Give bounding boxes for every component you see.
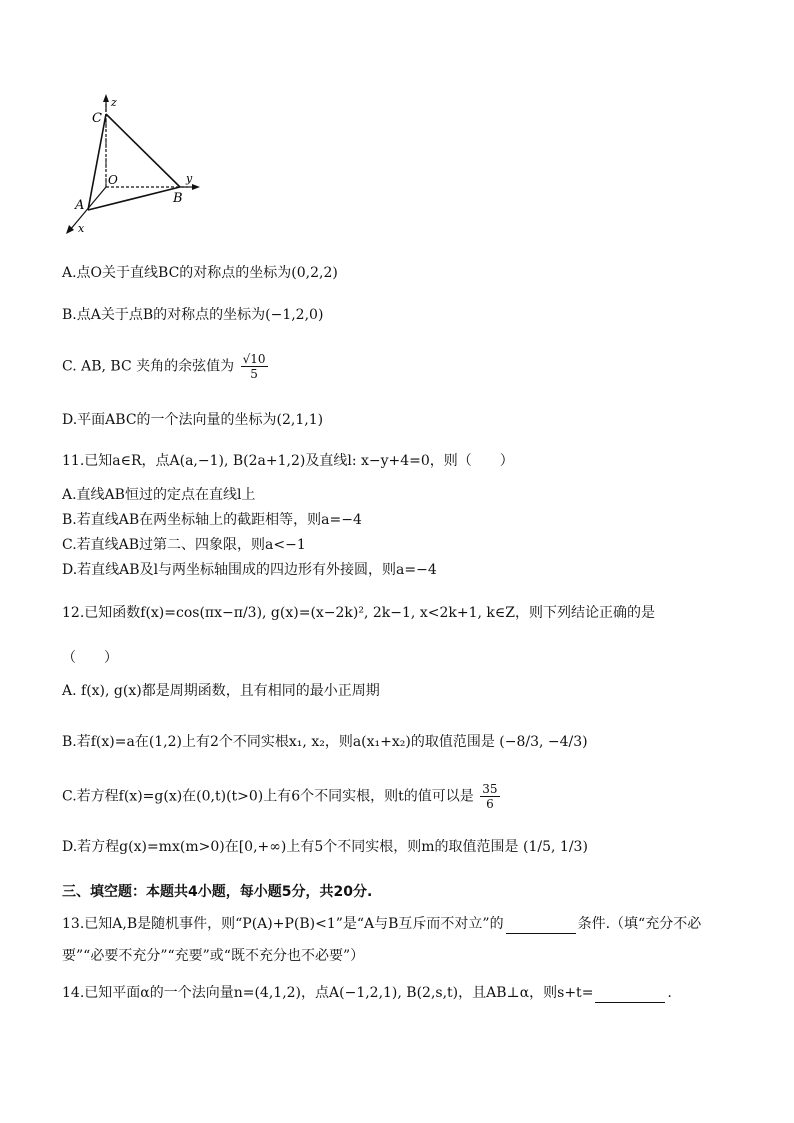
label-y: y xyxy=(186,172,193,185)
q12-option-b xyxy=(62,732,588,752)
q12-option-b-text: B.若f(x)=a在(1,2)上有2个不同实根x₁, x₂，则a(x₁+x₂)的取值范围是 xyxy=(62,734,495,750)
q13-line-2: 要”“必要不充分”“充要”或“既不充分也不必要”） xyxy=(62,948,365,964)
q12-stem: 12.已知函数f(x)=cos(πx−π/3), g(x)=(x−2k)², 2k−1, x<2k+1, k∈Z，则下列结论正确的是 xyxy=(62,605,655,621)
q10-option-c-fraction xyxy=(241,352,268,381)
q10-option-c-text: C. AB, BC 夹角的余弦值为 xyxy=(62,358,235,375)
q12-option-c-fraction xyxy=(480,782,499,811)
q14-line xyxy=(62,983,672,1003)
q11-stem: 11.已知a∈R，点A(a,−1), B(2a+1,2)及直线l: x−y+4=0，则（ ） xyxy=(62,453,514,469)
label-x: x xyxy=(78,222,85,235)
label-B: B xyxy=(173,191,183,206)
q13-text-pre: 13.已知A,B是随机事件，则“P(A)+P(B)<1”是“A与B互斥而不对立”的 xyxy=(62,916,504,932)
section-3-title: 三、填空题：本题共4小题，每小题5分，共20分. xyxy=(62,884,373,900)
tetrahedron-figure xyxy=(58,92,208,240)
label-z: z xyxy=(111,96,117,109)
q12-option-c xyxy=(62,782,502,811)
q12-paren: （ ） xyxy=(62,650,118,666)
q12-option-d xyxy=(62,837,588,857)
q10-option-d: D.平面ABC的一个法向量的坐标为(2,1,1) xyxy=(62,412,324,428)
label-C: C xyxy=(92,111,102,126)
q12-option-c-denominator: 6 xyxy=(486,797,494,811)
q12-option-a: A. f(x), g(x)都是周期函数，且有相同的最小正周期 xyxy=(62,683,380,699)
q10-option-c-denominator: 5 xyxy=(250,367,258,381)
q13-answer-blank[interactable] xyxy=(506,919,576,934)
q13-text-post: 条件.（填“充分不必 xyxy=(577,916,702,932)
q11-option-a: A.直线AB恒过的定点在直线l上 xyxy=(62,487,256,503)
q13-line-1 xyxy=(62,914,701,934)
q12-option-c-text: C.若方程f(x)=g(x)在(0,t)(t>0)上有6个不同实根，则t的值可以是 xyxy=(62,788,474,805)
q14-text-pre: 14.已知平面α的一个法向量n=(4,1,2)，点A(−1,2,1), B(2,s,t)，且AB⊥α，则s+t= xyxy=(62,985,594,1001)
q12-option-d-text: D.若方程g(x)=mx(m>0)在[0,+∞)上有5个不同实根，则m的取值范围是 xyxy=(62,839,519,855)
q14-answer-blank[interactable] xyxy=(595,988,665,1003)
label-O: O xyxy=(108,173,118,187)
q10-option-c xyxy=(62,352,270,381)
q11-option-c: C.若直线AB过第二、四象限，则a<−1 xyxy=(62,537,306,553)
q11-option-d: D.若直线AB及l与两坐标轴围成的四边形有外接圆，则a=−4 xyxy=(62,562,437,578)
q12-option-c-numerator: 35 xyxy=(482,782,498,796)
q12-option-d-range: (1/5, 1/3) xyxy=(523,839,588,855)
q10-option-a: A.点O关于直线BC的对称点的坐标为(0,2,2) xyxy=(62,265,338,281)
q10-option-c-numerator: √10 xyxy=(242,352,266,366)
label-A: A xyxy=(75,198,85,213)
q10-option-b: B.点A关于点B的对称点的坐标为(−1,2,0) xyxy=(62,307,324,323)
q11-option-b: B.若直线AB在两坐标轴上的截距相等，则a=−4 xyxy=(62,512,362,528)
q14-text-post: . xyxy=(667,985,672,1001)
q12-option-b-range: (−8/3, −4/3) xyxy=(499,734,588,750)
